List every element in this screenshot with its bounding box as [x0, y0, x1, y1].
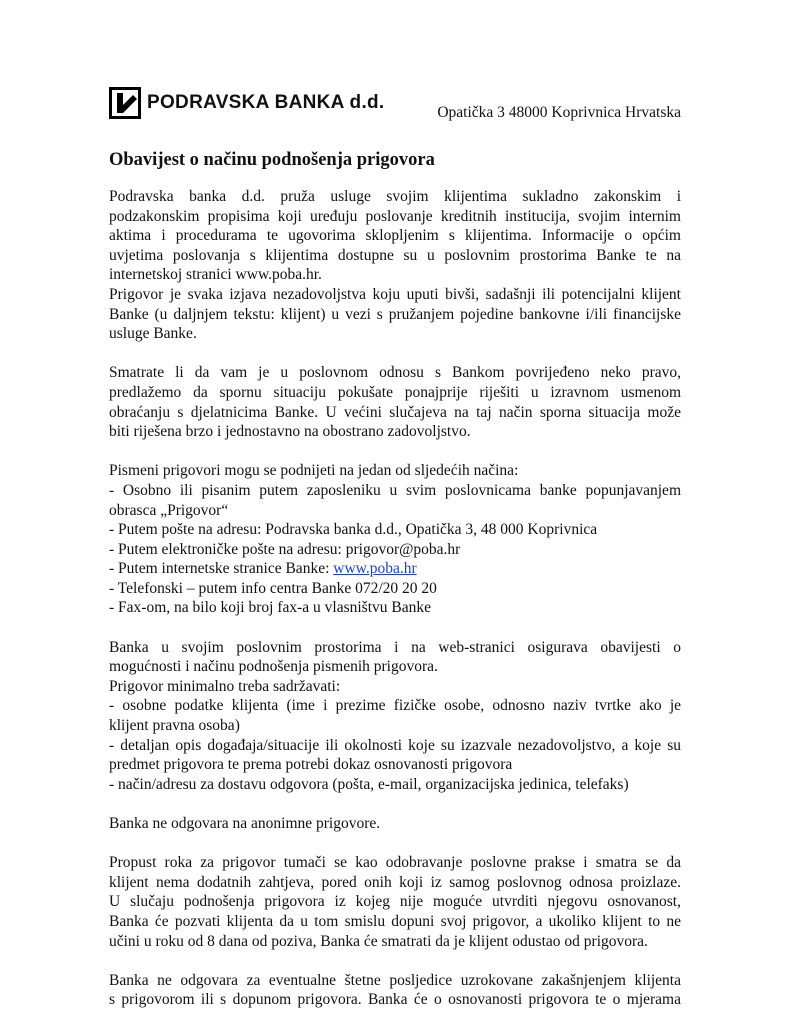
text-line: Banka u svojim poslovnim prostorima i na web-stranici osigurava obavijesti o — [109, 638, 681, 656]
letterhead — [109, 86, 681, 120]
text-line: obraćanju s djelatnicima Banke. U većini slučajeva na taj način sporna situacija može — [109, 403, 681, 421]
text-line: Prigovor je svaka izjava nezadovoljstva koju uputi bivši, sadašnji ili potencijalni klijent — [109, 285, 681, 303]
text-line: Smatrate li da vam je u poslovnom odnosu s Bankom povrijeđeno neko pravo, — [109, 364, 681, 382]
text-line: Banka će pozvati klijenta da u tom smislu dopuni svoj prigovor, a ukoliko klijent to ne — [109, 912, 681, 930]
paragraph-deadline — [109, 853, 681, 951]
method-in-person: - Osobno ili pisanim putem zaposleniku u svim poslovnicama banke popunjavanjem — [109, 481, 681, 499]
text-line: s prigovorom ili s dopunom prigovora. Banka će o osnovanosti prigovora te o mjerama — [109, 991, 681, 1009]
text-line: U slučaju podnošenja prigovora iz kojeg nije moguće utvrditi njegovu osnovanost, — [109, 893, 681, 911]
method-fax: - Fax-om, na bilo koji broj fax-a u vlasništvu Banke — [109, 599, 431, 617]
bank-address: Opatička 3 48000 Koprivnica Hrvatska — [437, 104, 681, 121]
website-link[interactable]: www.poba.hr — [333, 560, 417, 578]
method-website — [109, 559, 681, 579]
content-item-cont: klijent pravna osoba) — [109, 717, 240, 735]
bank-name: PODRAVSKA BANKA d.d. — [147, 92, 385, 113]
text-line: uvjetima poslovanja s klijentima dostupne su u poslovnim prostorima Banke te na — [109, 246, 681, 264]
content-item: - način/adresu za dostavu odgovora (pošta, e-mail, organizacijska jedinica, telefaks) — [109, 775, 629, 793]
document-body — [109, 187, 681, 1010]
text-line: Banke (u daljnjem tekstu: klijent) u vezi s pružanjem pojedine bankovne i/ili financijske — [109, 305, 681, 323]
paragraph-notices — [109, 638, 681, 677]
text-line: aktima i procedurama te ugovorima sklopljenim s klijentima. Informacije o općim — [109, 227, 681, 245]
content-item: - osobne podatke klijenta (ime i prezime fizičke osobe, odnosno naziv tvrtke ako je — [109, 697, 681, 715]
text-line: učini u roku od 8 dana od poziva, Banka će smatrati da je klijent odustao od prigovora. — [109, 932, 648, 950]
text-line: internetskoj stranici www.poba.hr. — [109, 266, 322, 284]
method-website-label: - Putem internetske stranice Banke: — [109, 560, 334, 578]
text-line: biti riješena brzo i jednostavno na obostrano zadovoljstvo. — [109, 423, 471, 441]
text-line: Propust roka za prigovor tumači se kao odobravanje poslovne prakse i smatra se da — [109, 854, 681, 872]
required-content — [109, 677, 681, 795]
paragraph-intro — [109, 187, 681, 285]
text-line: klijent nema dodatnih zahtjeva, pored onih koji iz samog poslovnog odnosa proizlaze. — [109, 873, 681, 891]
content-item-cont: predmet prigovora te prema potrebi dokaz osnovanosti prigovora — [109, 756, 513, 774]
methods-intro: Pismeni prigovori mogu se podnijeti na jedan od sljedećih načina: — [109, 462, 519, 480]
content-item: - detaljan opis događaja/situacije ili okolnosti koje su izazvale nezadovoljstvo, a koje su — [109, 736, 681, 754]
method-email: - Putem elektroničke pošte na adresu: prigovor@poba.hr — [109, 540, 461, 558]
text-line: predlažemo da spornu situaciju pokušate ponajprije riješiti u izravnom usmenom — [109, 383, 681, 401]
paragraph-rights — [109, 363, 681, 441]
bank-logo-icon — [109, 87, 141, 119]
content-intro: Prigovor minimalno treba sadržavati: — [109, 677, 341, 695]
method-phone: - Telefonski – putem info centra Banke 072/20 20 20 — [109, 579, 437, 597]
paragraph-definition — [109, 285, 681, 344]
method-in-person-cont: obrasca „Prigovor“ — [109, 501, 229, 519]
text-line: podzakonskim propisima koji uređuju poslovanje kreditnih institucija, svojim internim — [109, 207, 681, 225]
text-line: mogućnosti i načinu podnošenja pismenih prigovora. — [109, 658, 438, 676]
paragraph-anonymous: Banka ne odgovara na anonimne prigovore. — [109, 815, 381, 832]
paragraph-liability — [109, 971, 681, 1010]
method-post: - Putem pošte na adresu: Podravska banka d.d., Opatička 3, 48 000 Koprivnica — [109, 521, 598, 539]
text-line: Banka ne odgovara za eventualne štetne posljedice uzrokovane zakašnjenjem klijenta — [109, 971, 681, 989]
text-line: Podravska banka d.d. pruža usluge svojim klijentima sukladno zakonskim i — [109, 188, 681, 205]
document-title: Obavijest o načinu podnošenja prigovora — [109, 150, 435, 170]
text-line: usluge Banke. — [109, 325, 197, 343]
submission-methods — [109, 461, 681, 618]
